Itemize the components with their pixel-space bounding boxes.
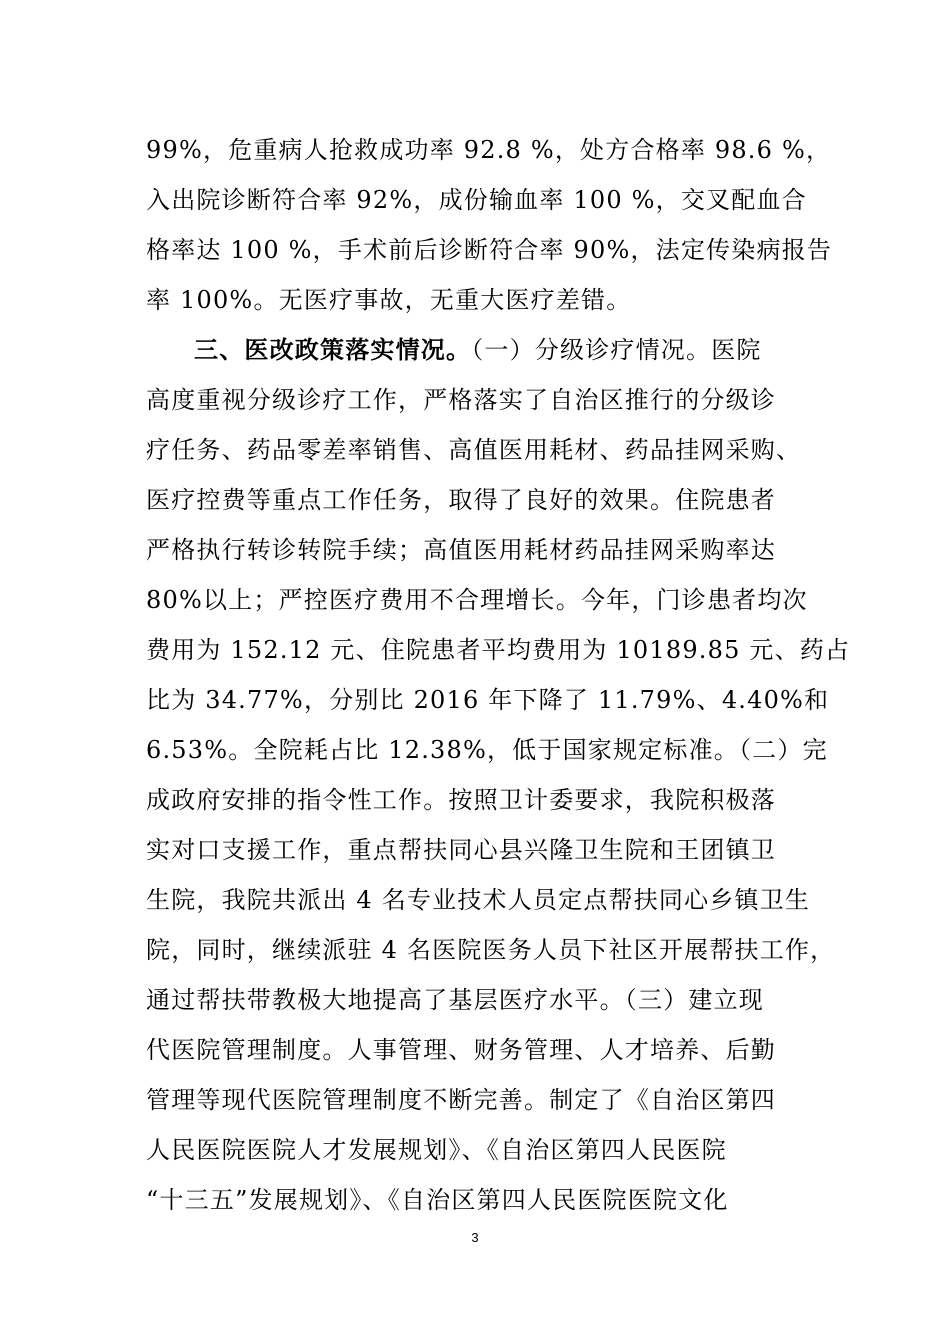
text-line: 成政府安排的指令性工作。按照卫计委要求，我院积极落 bbox=[146, 786, 776, 814]
text-line: 代医院管理制度。人事管理、财务管理、人才培养、后勤 bbox=[146, 1036, 776, 1064]
text-line: 入出院诊断符合率 92%，成份输血率 100 %，交叉配血合 bbox=[146, 186, 807, 214]
text-line: 实对口支援工作，重点帮扶同心县兴隆卫生院和王团镇卫 bbox=[146, 836, 776, 864]
section-heading: 三、医改政策落实情况。 bbox=[194, 335, 472, 364]
text-line: 医疗控费等重点工作任务，取得了良好的效果。住院患者 bbox=[146, 486, 776, 514]
text-line: 99%，危重病人抢救成功率 92.8 %，处方合格率 98.6 %， bbox=[146, 136, 832, 164]
text-line: 比为 34.77%，分别比 2016 年下降了 11.79%、4.40%和 bbox=[146, 686, 830, 714]
text-line: 率 100%。无医疗事故，无重大医疗差错。 bbox=[146, 286, 632, 314]
text-line: “十三五”发展规划》、《自治区第四人民医院医院文化 bbox=[146, 1186, 729, 1214]
text-line: 人民医院医院人才发展规划》、《自治区第四人民医院 bbox=[146, 1136, 727, 1164]
text-line: 高度重视分级诊疗工作，严格落实了自治区推行的分级诊 bbox=[146, 386, 776, 414]
section-heading-line bbox=[194, 334, 762, 366]
page-number: 3 bbox=[471, 1230, 479, 1245]
text-line: 院，同时，继续派驻 4 名医院医务人员下社区开展帮扶工作， bbox=[146, 936, 836, 964]
text-line: 严格执行转诊转院手续；高值医用耗材药品挂网采购率达 bbox=[146, 536, 776, 564]
text-line: 6.53%。全院耗占比 12.38%，低于国家规定标准。（二）完 bbox=[146, 736, 828, 764]
text-line: 格率达 100 %，手术前后诊断符合率 90%，法定传染病报告 bbox=[146, 236, 833, 264]
text-line: 通过帮扶带教极大地提高了基层医疗水平。（三）建立现 bbox=[146, 986, 764, 1014]
text-span: （一）分级诊疗情况。医院 bbox=[471, 336, 762, 364]
text-line: 管理等现代医院管理制度不断完善。制定了《自治区第四 bbox=[146, 1086, 776, 1114]
text-line: 费用为 152.12 元、住院患者平均费用为 10189.85 元、药占 bbox=[146, 636, 851, 664]
text-line: 疗任务、药品零差率销售、高值医用耗材、药品挂网采购、 bbox=[146, 436, 802, 464]
text-line: 80%以上；严控医疗费用不合理增长。今年，门诊患者均次 bbox=[146, 586, 808, 614]
text-line: 生院，我院共派出 4 名专业技术人员定点帮扶同心乡镇卫生 bbox=[146, 886, 811, 914]
